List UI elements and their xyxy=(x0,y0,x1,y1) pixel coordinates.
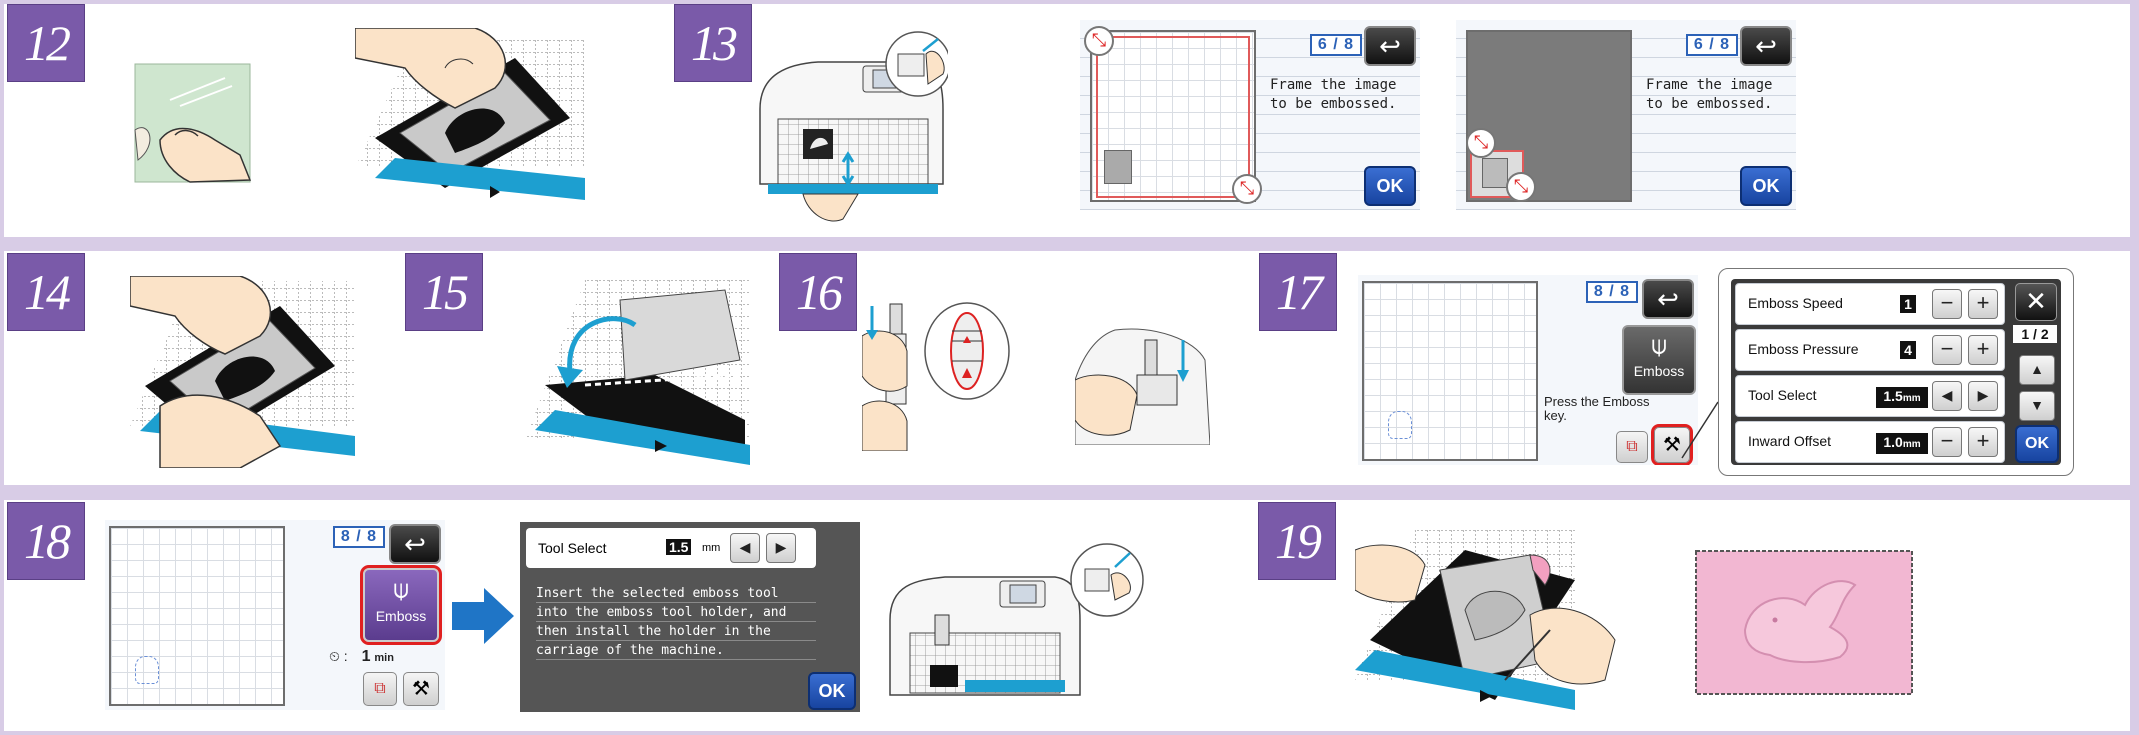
decrease-button[interactable]: − xyxy=(1932,427,1962,457)
frame-image-screen-full xyxy=(1080,20,1420,210)
edit-image-button[interactable] xyxy=(1616,431,1648,463)
place-material-on-mat-illustration xyxy=(355,28,585,216)
tools-icon: ⚒ xyxy=(412,678,430,700)
instruction-text: Frame the image to be embossed. xyxy=(1270,77,1397,112)
tool-select-row xyxy=(526,528,816,568)
back-arrow-icon: ↩ xyxy=(1755,31,1777,61)
increase-button[interactable]: + xyxy=(1968,289,1998,319)
mat-preview xyxy=(1466,30,1632,202)
start-emboss-screen xyxy=(105,520,445,710)
row-value xyxy=(1876,387,1928,408)
image-outline xyxy=(1388,411,1412,439)
step-number-19: 19 xyxy=(1258,502,1336,580)
peel-embossed-material-illustration xyxy=(1355,530,1645,718)
back-arrow-icon: ↩ xyxy=(404,529,426,559)
page-indicator: 8 / 8 xyxy=(333,526,385,548)
step-number-15: 15 xyxy=(405,253,483,331)
row-value: 1 xyxy=(1900,295,1916,313)
ok-button[interactable]: OK xyxy=(808,672,856,710)
settings-screen xyxy=(1731,279,2061,465)
tools-icon: ⚒ xyxy=(1663,434,1681,456)
next-button[interactable]: ▶ xyxy=(766,533,796,563)
fold-cover-sheet-illustration xyxy=(525,280,750,468)
clock-icon: ⏲ xyxy=(329,648,340,664)
finished-embossed-result xyxy=(1690,545,1918,700)
mat-preview xyxy=(1362,281,1538,461)
mat-preview xyxy=(109,526,285,706)
decrease-button[interactable]: − xyxy=(1932,335,1962,365)
tool-select-dialog xyxy=(520,522,860,712)
emboss-tool-icon: ⍦ xyxy=(1651,330,1667,360)
page-indicator: 6 / 8 xyxy=(1686,34,1738,56)
mat-preview xyxy=(1090,30,1256,202)
previous-button[interactable]: ◀ xyxy=(730,533,760,563)
back-button[interactable] xyxy=(1740,26,1792,66)
install-holder-in-carriage-illustration xyxy=(1075,320,1210,445)
settings-page-indicator: 1 / 2 xyxy=(2013,325,2057,343)
emboss-button[interactable] xyxy=(1622,325,1696,395)
increase-button[interactable]: + xyxy=(1968,335,1998,365)
emboss-settings-panel xyxy=(1718,268,2074,476)
ok-button[interactable]: OK xyxy=(1740,166,1792,206)
resize-handle-top-left[interactable]: ⤡ xyxy=(1466,128,1496,158)
emboss-ready-screen xyxy=(1358,275,1698,465)
page-indicator: 6 / 8 xyxy=(1310,34,1362,56)
step-row-1 xyxy=(4,4,2130,237)
attach-cover-sheet-illustration xyxy=(130,276,355,468)
step-number-13: 13 xyxy=(674,4,752,82)
step-number-17: 17 xyxy=(1259,253,1337,331)
step-number-12: 12 xyxy=(7,4,85,82)
row-label: Tool Select xyxy=(1748,387,1817,403)
instruction-text: Frame the image to be embossed. xyxy=(1646,77,1773,112)
image-thumbnail xyxy=(1104,150,1132,184)
previous-button[interactable]: ◀ xyxy=(1932,381,1962,411)
value-unit: mm xyxy=(1902,393,1921,404)
next-button[interactable]: ▶ xyxy=(1968,381,1998,411)
page-indicator: 8 / 8 xyxy=(1586,281,1638,303)
close-button[interactable] xyxy=(2015,283,2057,321)
back-button[interactable] xyxy=(1642,279,1694,319)
settings-row-inward-offset xyxy=(1735,421,2005,463)
instruction-text: Press the Emboss key. xyxy=(1544,394,1650,423)
resize-handle-top-left[interactable]: ⤡ xyxy=(1084,26,1114,56)
emboss-button-label: Emboss xyxy=(375,608,427,624)
settings-row-tool-select xyxy=(1735,375,2005,417)
ok-button[interactable]: OK xyxy=(1364,166,1416,206)
row-label: Emboss Pressure xyxy=(1748,341,1859,357)
row-value: 4 xyxy=(1900,341,1916,359)
edit-image-button[interactable] xyxy=(363,672,397,706)
increase-button[interactable]: + xyxy=(1968,427,1998,457)
image-thumbnail xyxy=(1482,158,1508,188)
value-unit: mm xyxy=(1902,439,1921,450)
settings-row-emboss-speed xyxy=(1735,283,2005,325)
row-label: Tool Select xyxy=(538,540,607,556)
image-outline xyxy=(135,656,159,684)
decrease-button[interactable]: − xyxy=(1932,289,1962,319)
peel-protective-sheet-illustration xyxy=(130,60,255,185)
back-arrow-icon: ↩ xyxy=(1379,31,1401,61)
value-number: 1.5 xyxy=(1883,388,1903,404)
callout-connector xyxy=(1680,400,1720,460)
page-down-button[interactable]: ▼ xyxy=(2019,391,2055,421)
value-unit: mm xyxy=(702,542,721,554)
emboss-button-label: Emboss xyxy=(1633,363,1685,379)
insert-emboss-tool-illustration xyxy=(862,296,1062,451)
emboss-button[interactable] xyxy=(363,568,439,642)
time-value: 1 xyxy=(361,648,371,665)
value-number: 1.0 xyxy=(1883,434,1903,450)
row-value xyxy=(1876,433,1928,454)
close-icon: ✕ xyxy=(2025,286,2047,316)
settings-button[interactable] xyxy=(403,672,439,706)
row-label: Emboss Speed xyxy=(1748,295,1843,311)
row-value xyxy=(666,539,691,555)
dialog-message: Insert the selected emboss tool into the emboss tool holder, and then install the holder in the carriage of the machine. xyxy=(536,584,816,660)
edit-image-icon: ⧉ xyxy=(374,680,386,697)
step-number-14: 14 xyxy=(7,253,85,331)
step-number-16: 16 xyxy=(779,253,857,331)
resize-handle-bottom-right[interactable]: ⤡ xyxy=(1506,172,1536,202)
time-unit: min xyxy=(374,652,394,664)
next-step-arrow-icon xyxy=(452,588,514,644)
resize-handle-bottom-right[interactable]: ⤡ xyxy=(1232,174,1262,204)
time-estimate: ⏲ : 1 min xyxy=(329,648,394,665)
settings-row-emboss-pressure xyxy=(1735,329,2005,371)
edit-image-icon: ⧉ xyxy=(1626,438,1638,455)
emboss-tool-icon: ⍦ xyxy=(393,574,409,604)
back-arrow-icon: ↩ xyxy=(1657,284,1679,314)
load-mat-into-machine-illustration xyxy=(748,14,948,234)
back-button[interactable] xyxy=(389,524,441,564)
value-number: 1.5 xyxy=(669,539,689,555)
page-up-button[interactable]: ▲ xyxy=(2019,355,2055,385)
frame-image-screen-adjusted xyxy=(1456,20,1796,210)
machine-with-tool-installed-illustration xyxy=(885,525,1160,705)
row-label: Inward Offset xyxy=(1748,433,1832,449)
ok-button[interactable]: OK xyxy=(2015,425,2059,463)
step-number-18: 18 xyxy=(7,502,85,580)
back-button[interactable] xyxy=(1364,26,1416,66)
